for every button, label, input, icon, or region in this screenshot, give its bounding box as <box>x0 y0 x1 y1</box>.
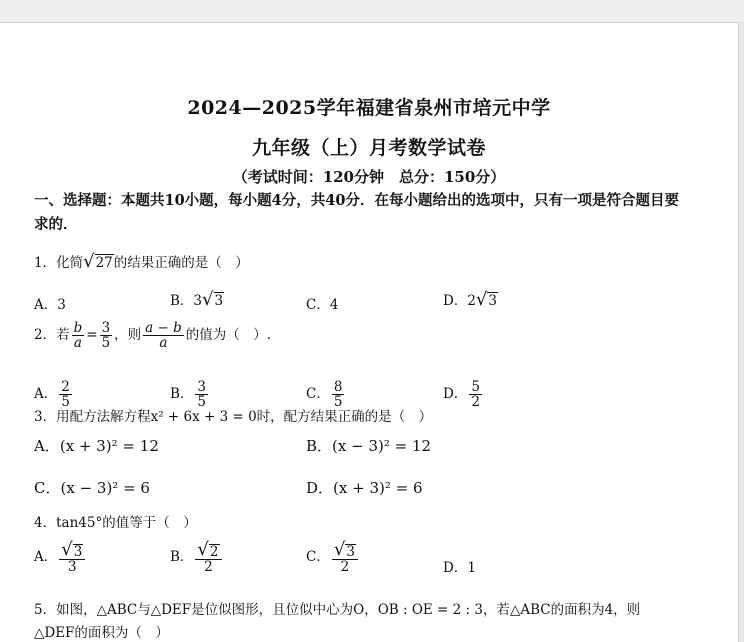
option-label: C． <box>34 479 61 497</box>
question-suffix: 的值为（ ）. <box>185 327 272 344</box>
fraction <box>332 541 358 574</box>
sqrt-expression: √ 2 <box>197 539 219 560</box>
equals-sign: = <box>86 327 98 344</box>
option-label: D． <box>443 293 468 309</box>
numerator: 3 <box>101 320 111 336</box>
radicand: 3 <box>73 543 83 560</box>
q3-option-a <box>34 435 159 456</box>
numerator <box>59 541 85 560</box>
option-coefficient: 2 <box>467 293 476 309</box>
option-label: C． <box>306 549 330 566</box>
q4-option-c <box>306 541 360 574</box>
question-5-continued <box>34 621 169 641</box>
question-prefix: 若 <box>56 327 70 344</box>
option-label: B． <box>306 437 333 455</box>
viewer-top-strip <box>0 0 744 22</box>
denominator: 2 <box>471 394 480 411</box>
question-text: tan45°的值等于（ ） <box>56 515 197 531</box>
exam-info: （考试时间：120分钟 总分：150分） <box>232 168 506 186</box>
radicand: 3 <box>346 543 355 560</box>
section-intro: 一、选择题：本题共10小题，每小题4分，共40分．在每小题给出的选项中，只有一项是符合题目要求的． <box>34 192 679 233</box>
exam-title-grade: 九年级（上）月考数学试卷 <box>251 137 486 159</box>
question-4 <box>34 511 197 531</box>
question-number: 5． <box>34 602 57 618</box>
question-text-line1: 如图，△ABC与△DEF是位似图形，且位似中心为O，OB : OE = 2 : 3，若△ABC的面积为4，则 <box>56 602 641 618</box>
numerator: a − b <box>145 320 182 336</box>
denominator: a <box>159 335 168 352</box>
radicand: 3 <box>214 293 224 309</box>
option-value: 3 <box>57 297 66 313</box>
question-number: 4． <box>34 515 57 531</box>
radicand: 2 <box>209 543 219 560</box>
fraction <box>72 321 85 350</box>
option-value: (x − 3)² = 12 <box>332 437 432 455</box>
question-mid: ，则 <box>114 327 142 344</box>
q4-option-b <box>170 541 224 574</box>
question-text: 用配方法解方程x² + 6x + 3 = 0时，配方结果正确的是（ ） <box>56 409 433 425</box>
q1-option-d <box>443 289 498 309</box>
option-label: A． <box>34 437 60 455</box>
option-label: C． <box>306 386 330 403</box>
option-label: D． <box>443 560 468 576</box>
denominator: 2 <box>204 559 213 575</box>
numerator <box>195 541 221 560</box>
question-3 <box>34 405 432 425</box>
denominator: 5 <box>333 394 343 411</box>
q3-option-c <box>34 477 150 498</box>
denominator: 5 <box>197 394 207 411</box>
option-label: A． <box>34 386 58 403</box>
numerator: b <box>73 320 83 336</box>
sqrt-expression: √ 3 <box>61 539 83 560</box>
question-1 <box>34 251 249 271</box>
denominator: 3 <box>67 559 77 575</box>
fraction <box>100 321 113 350</box>
fraction <box>59 541 85 574</box>
question-text-line2: △DEF的面积为（ ） <box>34 625 169 641</box>
option-label: B． <box>170 386 194 403</box>
option-label: B． <box>170 549 194 566</box>
radicand: 3 <box>488 293 497 309</box>
fraction <box>469 380 482 409</box>
sqrt-expression: √ 3 <box>475 289 497 310</box>
question-5 <box>34 598 640 618</box>
q3-option-d <box>306 477 423 498</box>
fraction <box>195 541 221 574</box>
option-label: D． <box>443 386 468 403</box>
question-2 <box>34 321 271 350</box>
question-number: 3． <box>34 409 57 425</box>
option-label: B． <box>170 293 194 309</box>
numerator <box>332 541 358 560</box>
radicand: 27 <box>95 255 113 271</box>
question-number: 1． <box>34 255 57 271</box>
option-value: (x − 3)² = 6 <box>60 479 150 497</box>
option-value: (x + 3)² = 12 <box>59 437 159 455</box>
denominator: a <box>73 335 82 352</box>
denominator: 5 <box>101 335 111 352</box>
sqrt-expression: √ 27 <box>83 251 113 272</box>
q4-option-a <box>34 541 87 574</box>
exam-title-school: 2024—2025学年福建省泉州市培元中学 <box>187 97 551 119</box>
numerator: 8 <box>333 379 343 395</box>
fraction <box>143 321 184 350</box>
question-prefix: 化简 <box>56 255 84 271</box>
sqrt-expression: √ 3 <box>333 539 355 560</box>
option-label: C． <box>306 297 330 313</box>
option-value: 1 <box>467 560 476 576</box>
question-number: 2． <box>34 327 57 344</box>
denominator: 2 <box>340 559 350 575</box>
numerator: 2 <box>61 379 70 395</box>
option-value: (x + 3)² = 6 <box>333 479 423 497</box>
option-label: A． <box>34 297 58 313</box>
q3-option-b <box>306 435 431 456</box>
q1-option-b <box>170 289 224 309</box>
option-label: D． <box>306 479 334 497</box>
option-value: 4 <box>329 297 339 313</box>
sqrt-expression: √ 3 <box>202 289 224 310</box>
q4-option-d <box>443 556 476 576</box>
q2-option-d <box>443 380 484 409</box>
q1-option-a <box>34 293 66 313</box>
question-suffix: 的结果正确的是（ ） <box>113 255 249 271</box>
numerator: 3 <box>197 379 207 395</box>
option-label: A． <box>34 549 58 566</box>
q1-option-c <box>306 293 338 313</box>
numerator: 5 <box>471 379 480 395</box>
denominator: 5 <box>61 394 70 411</box>
option-coefficient: 3 <box>193 293 203 309</box>
document-page <box>0 22 739 642</box>
